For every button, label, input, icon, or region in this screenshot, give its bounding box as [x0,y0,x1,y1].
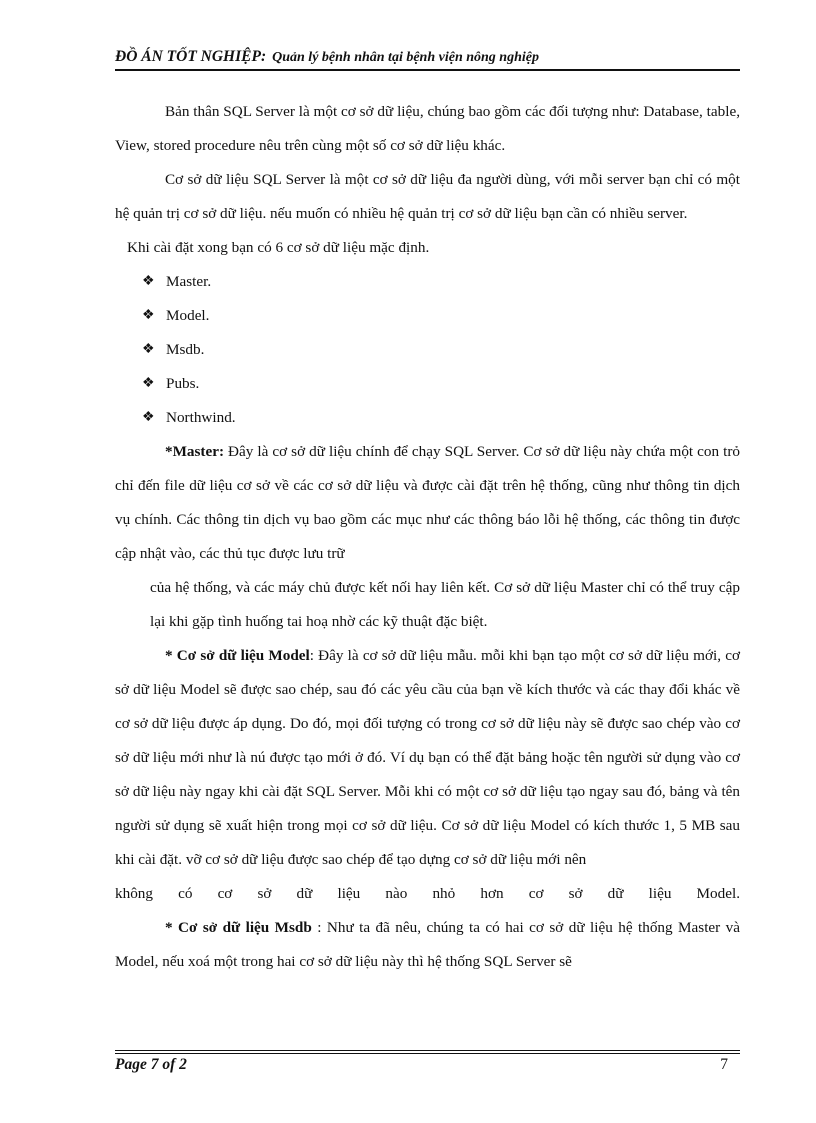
footer-divider-bottom [115,1053,740,1054]
list-item [115,401,740,435]
footer-divider-top [115,1050,740,1051]
paragraph-intro: Bản thân SQL Server là một cơ sở dữ liệu, chúng bao gồm các đối tượng như: Database, table, View, stored procedure nêu trên cùng một số cơ sở dữ liệu khác. [115,103,740,154]
page-number: 7 [720,1056,728,1073]
list-item-label: Msdb. [166,341,205,358]
page-footer [115,1056,740,1078]
list-item-label: Northwind. [166,409,236,426]
paragraph-model [115,639,740,877]
list-item-label: Pubs. [166,375,200,392]
msdb-label: * Cơ sở dữ liệu Msdb [165,919,312,936]
paragraph-master-continued: của hệ thống, và các máy chủ được kết nối hay liên kết. Cơ sở dữ liệu Master chỉ có thể truy cập lại khi gặp tình huống tai hoạ nhờ các kỹ thuật đặc biệt. [150,579,740,630]
diamond-bullet-icon: ❖ [142,274,155,289]
list-item-label: Model. [166,307,210,324]
model-text: : Đây là cơ sở dữ liệu mẫu. mỗi khi bạn tạo một cơ sở dữ liệu mới, cơ sở dữ liệu Model sẽ được sao chép, sau đó các yêu cầu của bạn về kích thước và các thay đổi khác về cơ sở dữ liệu được áp dụng. Do đó, mọi đối tượng có trong cơ sở dữ liệu này sẽ được sao chép vào cơ sở dữ liệu mới như là nú được tạo mới ở đó. Ví dụ bạn có thể đặt bảng hoặc tên người sử dụng vào cơ sở dữ liệu này ngay khi cài đặt SQL Server. Mỗi khi có một cơ sở dữ liệu tạo ngay sau đó, bảng và tên người sử dụng sẽ xuất hiện trong mọi cơ sở dữ liệu. Cơ sở dữ liệu Model có kích thước 1, 5 MB sau khi cài đặt. vỡ cơ sở dữ liệu được sao chép để tạo dựng cơ sở dữ liệu mới nên [115,647,740,868]
header-title: Quản lý bệnh nhân tại bệnh viện nông nghiệp [272,50,539,65]
paragraph-model-last-line: không có cơ sở dữ liệu nào nhỏ hơn cơ sở dữ liệu Model. [115,885,740,902]
header-label: ĐỒ ÁN TỐT NGHIỆP: [115,48,267,65]
diamond-bullet-icon: ❖ [142,410,155,425]
paragraph-multiuser: Cơ sở dữ liệu SQL Server là một cơ sở dữ liệu đa người dùng, với mỗi server bạn chỉ có một hệ quản trị cơ sở dữ liệu. nếu muốn có nhiều hệ quản trị cơ sở dữ liệu bạn cần có nhiều server. [115,171,740,222]
diamond-bullet-icon: ❖ [142,308,155,323]
list-item [115,299,740,333]
list-item-label: Master. [166,273,212,290]
list-item [115,367,740,401]
paragraph-master [115,435,740,571]
msdb-text: : Như ta đã nêu, chúng ta có hai cơ sở dữ liệu hệ thống Master và Model, nếu xoá một trong hai cơ sở dữ liệu này thì hệ thống SQL Server sẽ [115,919,740,970]
master-text: Đây là cơ sở dữ liệu chính để chạy SQL Server. Cơ sở dữ liệu này chứa một con trỏ chỉ đến file dữ liệu cơ sở về các cơ sở dữ liệu và được cài đặt trên hệ thống, cũng như thông tin dịch vụ chính. Các thông tin dịch vụ bao gồm các mục như các thông báo lỗi hệ thống, các thông tin được cập nhật vào, các thủ tục được lưu trữ [115,443,740,562]
list-item [115,265,740,299]
default-db-list [115,265,740,435]
paragraph-msdb [115,911,740,979]
page-count-label: Page 7 of 2 [115,1056,187,1073]
paragraph-default-dbs: Khi cài đặt xong bạn có 6 cơ sở dữ liệu mặc định. [127,239,430,256]
document-body [115,95,740,979]
list-item [115,333,740,367]
header-divider [115,69,740,71]
diamond-bullet-icon: ❖ [142,342,155,357]
model-label: * Cơ sở dữ liệu Model [165,647,310,664]
master-label: *Master: [165,443,225,460]
diamond-bullet-icon: ❖ [142,376,155,391]
